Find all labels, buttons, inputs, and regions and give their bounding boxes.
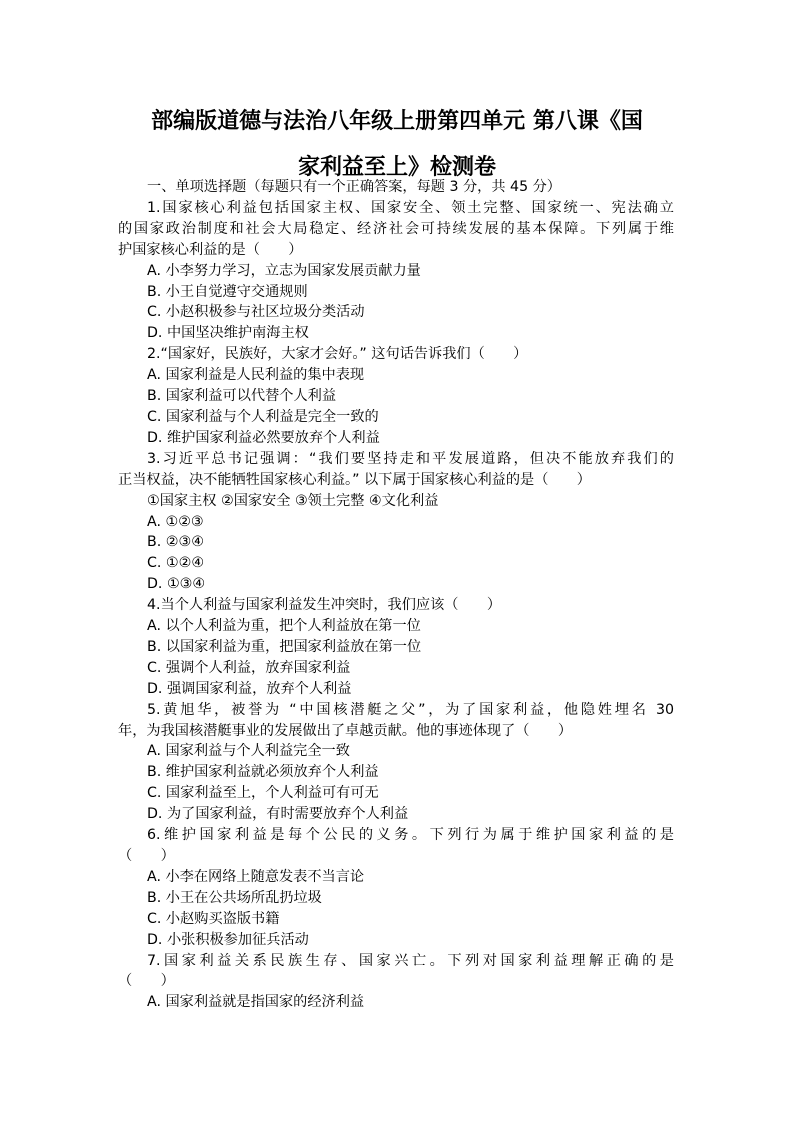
answer-option: B. 小王在公共场所乱扔垃圾 (147, 889, 322, 906)
question-stem-line: 5.黄旭华，被誉为 “中国核潜艇之父”，为了国家利益，他隐姓埋名 30 (147, 701, 674, 718)
question-stem-line: 的国家政治制度和社会大局稳定、经济社会可持续发展的基本保障。下列属于维 (118, 220, 674, 237)
question-stem-line: 2.“国家好，民族好，大家才会好。” 这句话告诉我们（ ） (147, 346, 528, 363)
answer-option: D. ①③④ (147, 576, 206, 593)
answer-option: A. 国家利益与个人利益完全一致 (147, 743, 350, 760)
answer-option: B. ②③④ (147, 534, 204, 551)
question-stem-line: 6.维护国家利益是每个公民的义务。下列行为属于维护国家利益的是 (147, 827, 674, 844)
answer-option: A. 小李在网络上随意发表不当言论 (147, 868, 365, 885)
title-line-2: 家利益至上》检测卷 (297, 154, 496, 180)
question-stem-line: 7.国家利益关系民族生存、国家兴亡。下列对国家利益理解正确的是 (147, 952, 674, 969)
answer-option: A. 以个人利益为重，把个人利益放在第一位 (147, 618, 421, 635)
question-stem-line: 1.国家核心利益包括国家主权、国家安全、领土完整、国家统一、宪法确立 (147, 199, 674, 216)
answer-option: A. ①②③ (147, 513, 204, 530)
question-2 (118, 344, 674, 449)
question-stem-line: 护国家核心利益的是（ ） (118, 241, 303, 258)
answer-option: C. 小赵购买盗版书籍 (147, 910, 280, 927)
answer-option: A. 国家利益是人民利益的集中表现 (147, 367, 365, 384)
answer-option: D. 强调国家利益，放弃个人利益 (147, 680, 352, 697)
question-7 (118, 951, 674, 1014)
answer-option: A. 国家利益就是指国家的经济利益 (147, 994, 365, 1011)
answer-option: D. 小张积极参加征兵活动 (147, 931, 309, 948)
document-body (118, 177, 674, 1013)
title-line-1: 部编版道德与法治八年级上册第四单元 第八课《国 (151, 108, 643, 134)
answer-option: C. 强调个人利益，放弃国家利益 (147, 659, 351, 676)
answer-option: A. 小李努力学习，立志为国家发展贡献力量 (147, 262, 421, 279)
question-stem-line: （ ） (118, 848, 175, 864)
question-4 (118, 595, 674, 700)
question-stem-line: 年，为我国核潜艇事业的发展做出了卓越贡献。他的事迹体现了（ ） (118, 722, 573, 739)
answer-option: D. 维护国家利益必然要放弃个人利益 (147, 429, 380, 446)
question-1 (118, 198, 674, 344)
question-6 (118, 825, 674, 950)
question-stem-line: （ ） (118, 973, 175, 990)
answer-option: B. 国家利益可以代替个人利益 (147, 388, 337, 405)
answer-option: C. 小赵积极参与社区垃圾分类活动 (147, 304, 365, 321)
answer-option: B. 以国家利益为重，把国家利益放在第一位 (147, 638, 422, 655)
question-stem-line: ①国家主权 ②国家安全 ③领土完整 ④文化利益 (147, 492, 439, 509)
section-heading: 一、单项选择题（每题只有一个正确答案，每题 3 分，共 45 分） (147, 179, 561, 195)
question-3 (118, 449, 674, 595)
answer-option: C. 国家利益至上，个人利益可有可无 (147, 785, 379, 802)
question-5 (118, 700, 674, 825)
answer-option: D. 为了国家利益，有时需要放弃个人利益 (147, 806, 409, 823)
answer-option: D. 中国坚决维护南海主权 (147, 325, 309, 342)
question-stem-line: 3.习近平总书记强调：“我们要坚持走和平发展道路，但决不能放弃我们的 (147, 450, 674, 467)
answer-option: B. 维护国家利益就必须放弃个人利益 (147, 764, 379, 781)
answer-option: B. 小王自觉遵守交通规则 (147, 283, 308, 300)
question-stem-line: 4.当个人利益与国家利益发生冲突时，我们应该（ ） (147, 597, 502, 614)
answer-option: C. ①②④ (147, 555, 205, 572)
answer-option: C. 国家利益与个人利益是完全一致的 (147, 408, 379, 425)
question-stem-line: 正当权益，决不能牺牲国家核心利益。” 以下属于国家核心利益的是（ ） (118, 471, 591, 488)
